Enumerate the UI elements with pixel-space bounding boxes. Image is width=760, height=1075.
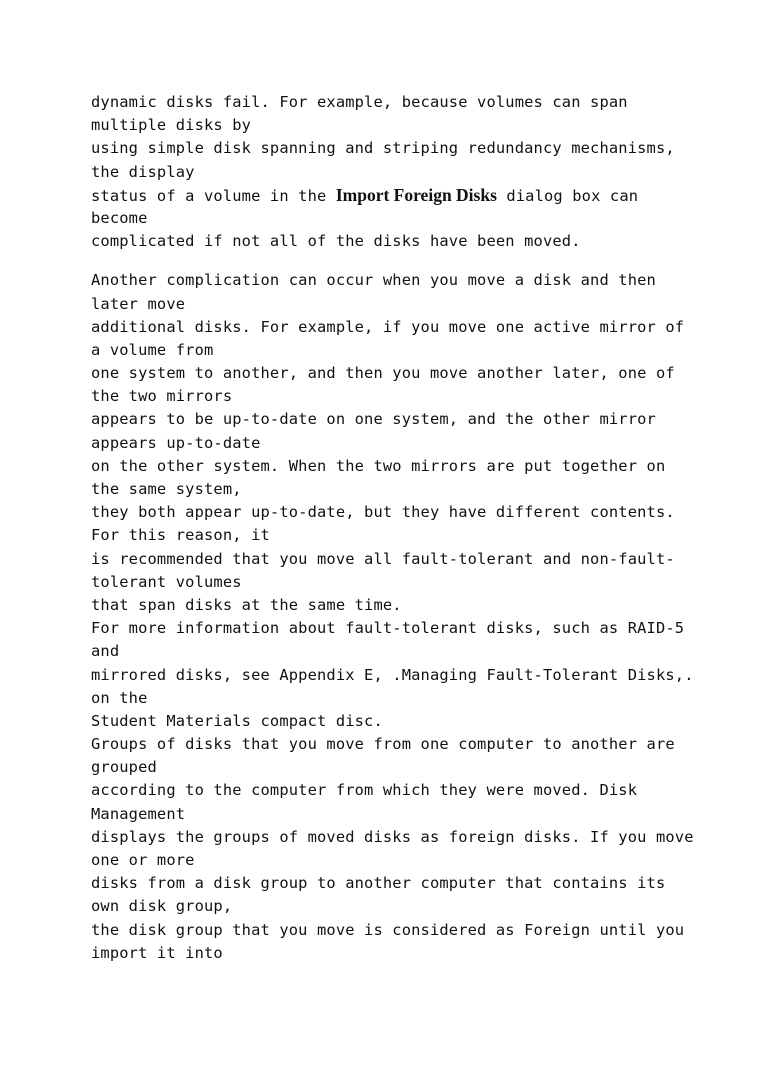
text-line: the same system, bbox=[91, 480, 242, 498]
document-page bbox=[91, 91, 694, 965]
text-line: import it into bbox=[91, 943, 223, 962]
text-line: disks from a disk group to another computer that contains its bbox=[91, 874, 666, 893]
text-line: the display bbox=[91, 162, 195, 181]
text-line: displays the groups of moved disks as foreign disks. If you move bbox=[91, 827, 694, 846]
text-line: according to the computer from which they were moved. Disk bbox=[91, 781, 638, 800]
text-line: mirrored disks, see Appendix E, .Managing Fault-Tolerant Disks,. bbox=[91, 665, 694, 684]
text-line: appears to be up-to-date on one system, and the other mirror bbox=[91, 410, 656, 429]
text-line: additional disks. For example, if you move one active mirror of bbox=[91, 317, 685, 336]
text-line: is recommended that you move all fault-tolerant and non-fault- bbox=[91, 549, 675, 568]
text-line: using simple disk spanning and striping redundancy mechanisms, bbox=[91, 139, 675, 158]
text-line: one system to another, and then you move another later, one of bbox=[91, 364, 675, 383]
text-line: grouped bbox=[91, 758, 157, 777]
text-line: that span disks at the same time. bbox=[91, 595, 402, 614]
text-line: Management bbox=[91, 804, 186, 823]
text-line: become bbox=[91, 208, 148, 227]
text-line: the disk group that you move is considered as Foreign until you bbox=[91, 920, 685, 939]
text-line: on the other system. When the two mirrors are put together on bbox=[91, 456, 666, 475]
text-segment: status of a volume in the bbox=[91, 186, 336, 205]
text-line: a volume from bbox=[91, 340, 214, 359]
text-line: multiple disks by bbox=[91, 116, 252, 135]
text-line: on the bbox=[91, 688, 148, 707]
text-line: For this reason, it bbox=[91, 526, 270, 545]
text-line: Groups of disks that you move from one computer to another are bbox=[91, 735, 675, 754]
text-line: later move bbox=[91, 294, 186, 313]
text-line: they both appear up-to-date, but they have different contents. bbox=[91, 503, 675, 522]
paragraph-complication bbox=[91, 269, 694, 965]
dialog-name-bold: Import Foreign Disks bbox=[335, 184, 497, 205]
text-line bbox=[91, 184, 681, 207]
text-line: one or more bbox=[91, 851, 195, 869]
text-line: and bbox=[91, 642, 120, 661]
text-line: Another complication can occur when you move a disk and then bbox=[91, 271, 656, 290]
text-line: For more information about fault-tolerant disks, such as RAID-5 bbox=[91, 619, 685, 638]
text-line: own disk group, bbox=[91, 897, 233, 916]
text-line: dynamic disks fail. For example, because volumes can span bbox=[91, 93, 628, 111]
text-line: Student Materials compact disc. bbox=[91, 711, 383, 730]
text-line: the two mirrors bbox=[91, 387, 233, 406]
text-line: complicated if not all of the disks have been moved. bbox=[91, 232, 581, 251]
paragraph-gap bbox=[91, 253, 681, 269]
text-segment: dialog box can bbox=[496, 186, 639, 205]
paragraph-dynamic-disks bbox=[91, 91, 681, 253]
text-line: appears up-to-date bbox=[91, 433, 261, 452]
text-line: tolerant volumes bbox=[91, 572, 242, 591]
